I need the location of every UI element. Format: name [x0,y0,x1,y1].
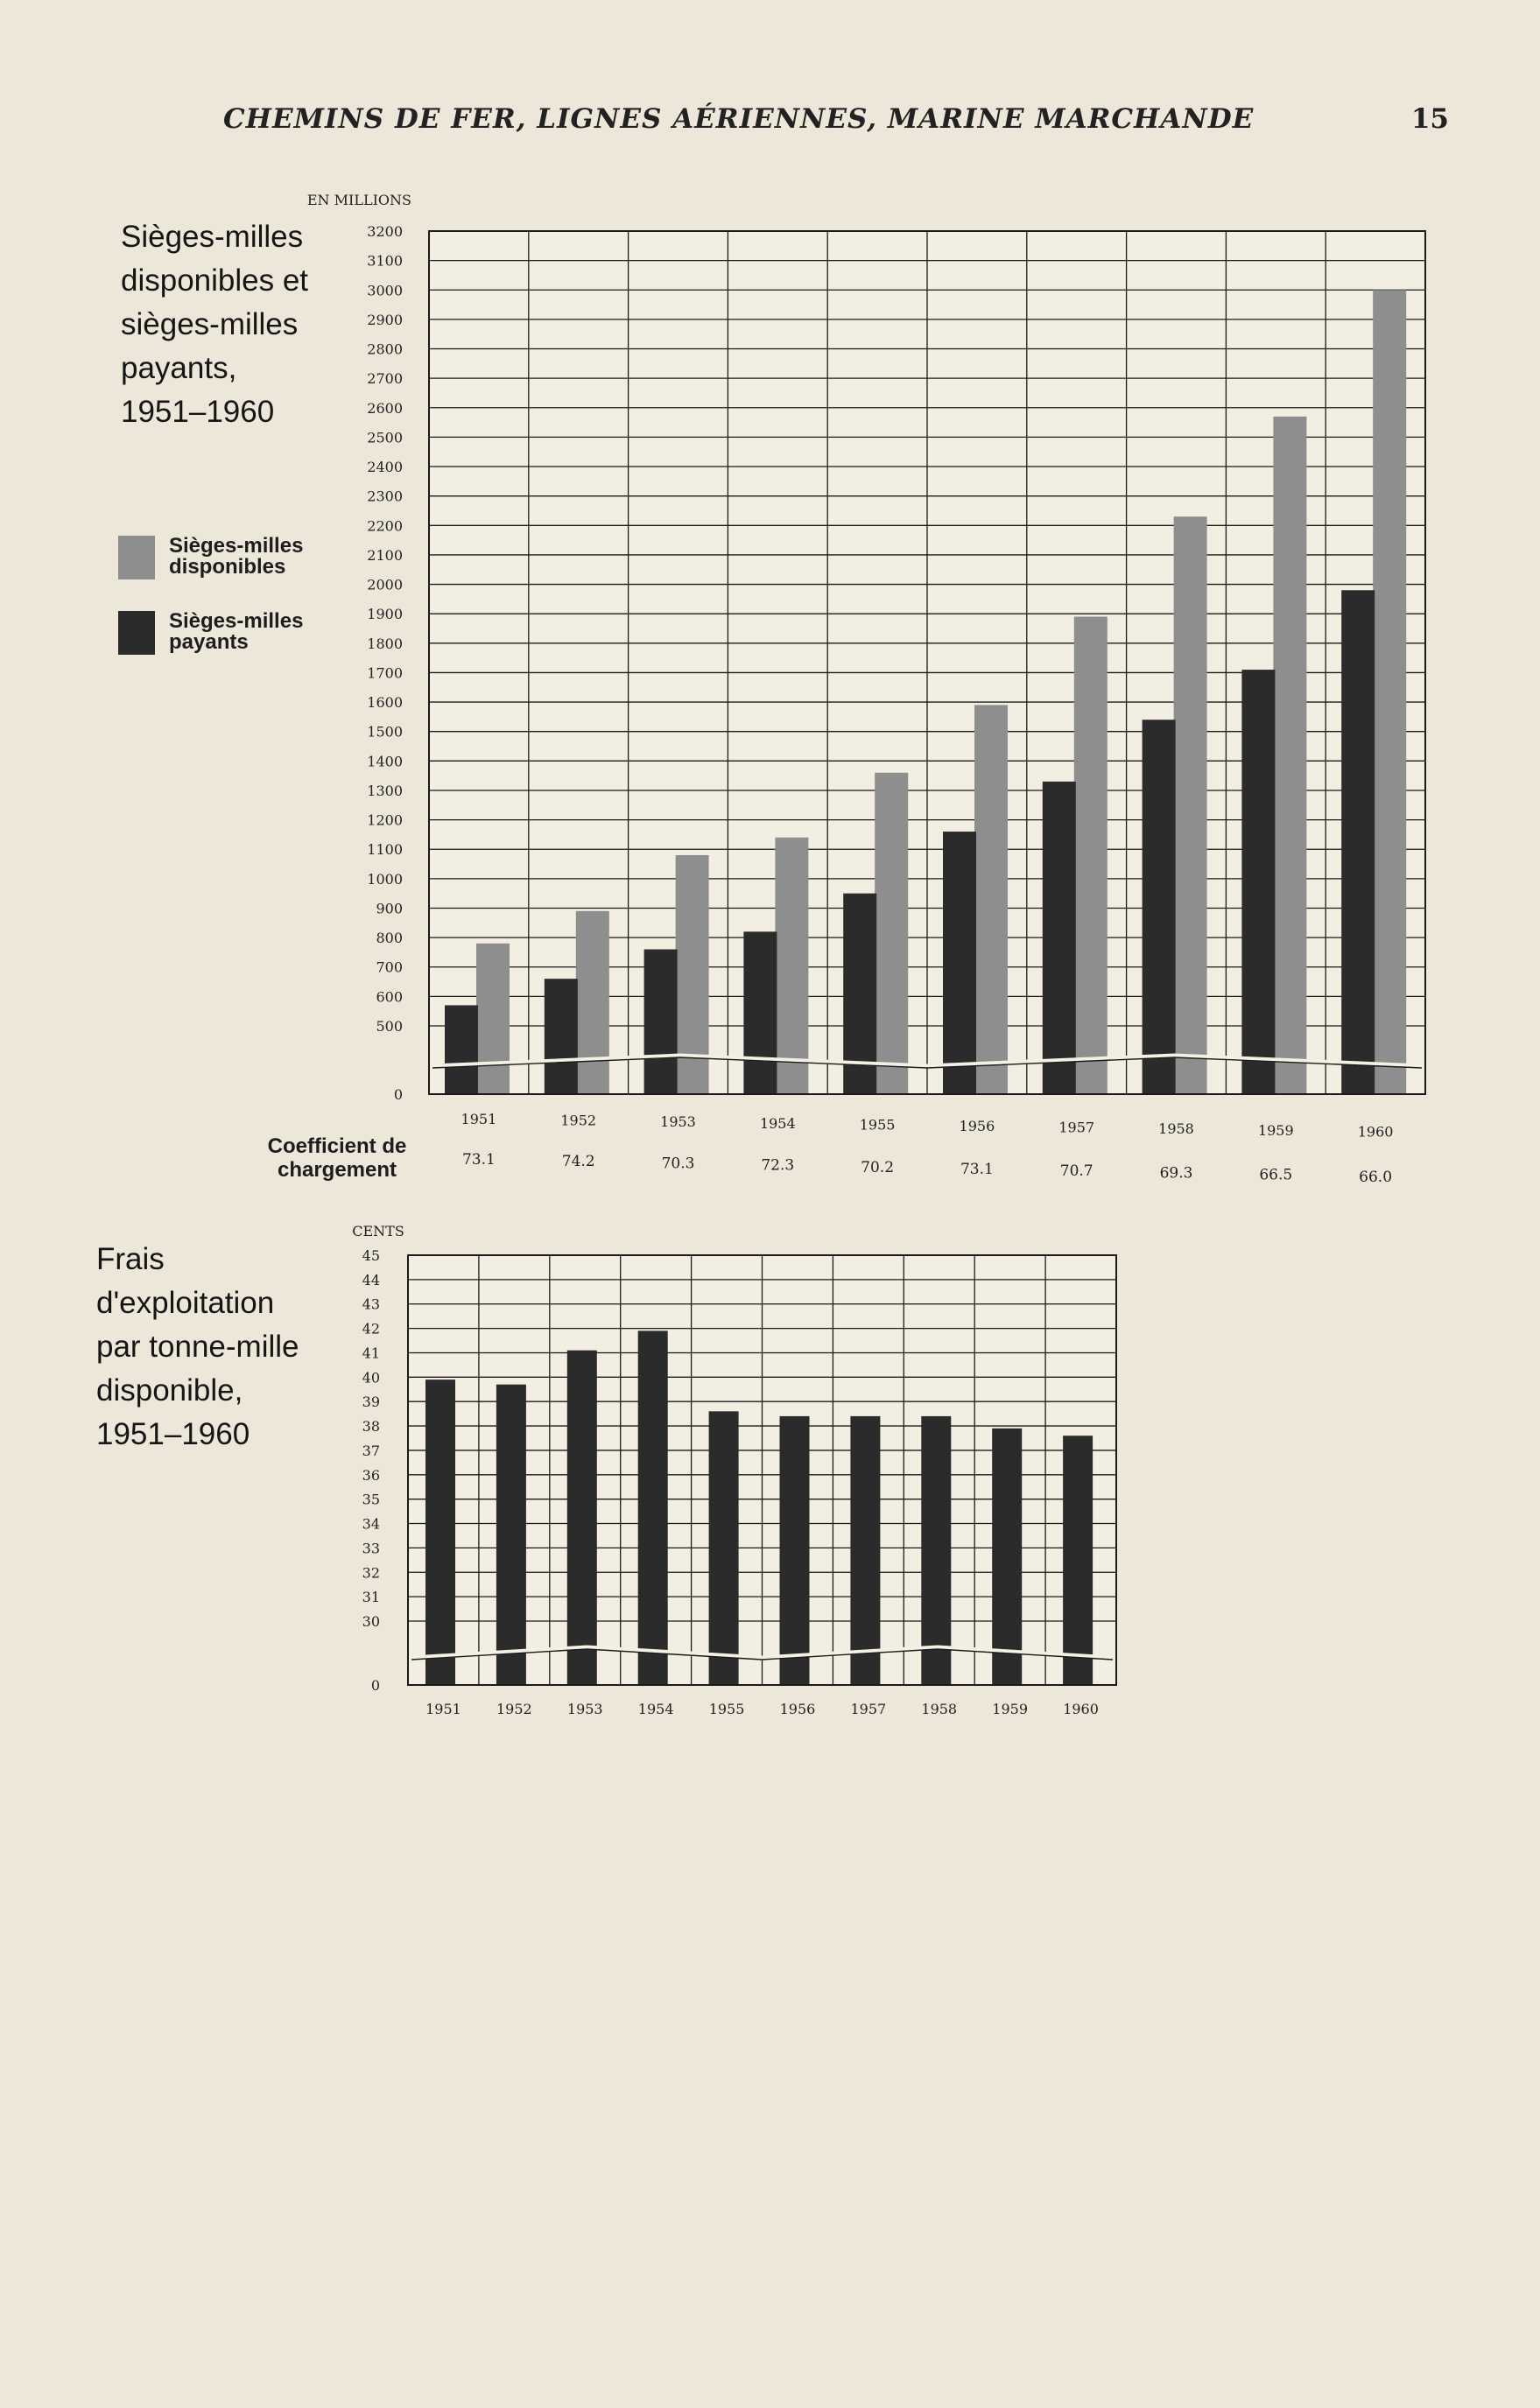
chart2-y-tick-label: 43 [362,1295,380,1313]
chart2-operating-cost [352,1223,1116,1717]
chart1-y-tick-label: 800 [376,930,403,947]
chart1-bar-paying [1341,590,1375,1094]
chart1-y-tick-label: 2600 [367,399,403,417]
chart1-title-line: disponibles et [121,263,309,298]
chart1-y-tick-label: 1000 [367,870,403,888]
chart2-y-tick-label: 33 [362,1540,380,1557]
chart1-y-tick-label: 1800 [367,635,403,652]
chart1-y-tick-label: 2100 [367,546,403,564]
chart1-bar-available [775,838,808,1094]
chart1-coefficient-value: 73.1 [960,1161,994,1178]
chart1-coefficient-value: 66.5 [1259,1166,1293,1184]
chart1-bar-paying [644,950,678,1094]
chart2-bar [567,1351,597,1685]
chart1-y-tick-label: 600 [376,988,403,1006]
chart2-x-tick-label: 1957 [850,1701,887,1717]
chart1-coefficient-value: 66.0 [1359,1168,1393,1186]
chart2-title-line: 1951–1960 [96,1417,250,1451]
chart1-x-tick-label: 1954 [759,1114,796,1132]
chart1-bar-available [1373,290,1406,1094]
chart1-coefficient-value: 69.3 [1159,1164,1193,1183]
chart2-x-tick-label: 1955 [708,1701,745,1717]
chart1-title-line: sièges-milles [121,307,299,341]
chart1-y-tick-label: 1500 [367,723,403,741]
chart1-bar-paying [1143,720,1176,1094]
chart1-y-tick-label: 0 [393,1086,403,1103]
chart1-y-tick-label: 2800 [367,340,403,358]
legend-label-available: Sièges-milles disponibles [169,534,304,579]
chart1-bar-paying [943,832,976,1094]
chart1-y-tick-label: 2200 [367,517,403,535]
chart2-y-tick-label: 32 [362,1564,380,1582]
chart2-y-tick-label: 0 [370,1677,380,1694]
chart1-coefficient-value: 72.3 [761,1156,795,1175]
chart1-bar-paying [445,1005,478,1094]
running-title: CHEMINS DE FER, LIGNES AÉRIENNES, MARINE MARCHANDE [223,103,1255,135]
chart2-bar [1063,1436,1093,1685]
chart1-x-tick-label: 1960 [1357,1123,1394,1141]
chart1-coefficient-value: 74.2 [561,1153,595,1171]
chart1-bar-available [974,705,1008,1094]
chart2-x-tick-label: 1956 [779,1701,816,1717]
chart2-bar [850,1416,880,1685]
chart1-y-tick-label: 2000 [367,576,403,593]
chart2-y-tick-label: 34 [362,1515,380,1533]
chart1-bar-paying [1241,670,1275,1094]
chart1-y-tick-label: 1300 [367,782,403,799]
chart1-y-tick-label: 1100 [367,841,403,859]
chart1-coefficient-value: 70.3 [661,1155,695,1173]
chart1-bar-available [576,911,609,1094]
chart2-bar [496,1385,526,1685]
chart2-title-line: Frais [96,1242,165,1276]
chart1-y-tick-label: 1400 [367,753,403,770]
chart1-title-line: Sièges-milles [121,220,304,254]
chart2-x-tick-label: 1960 [1063,1701,1099,1717]
chart2-x-tick-label: 1958 [921,1701,958,1717]
chart2-y-tick-label: 39 [362,1394,380,1411]
chart2-y-tick-label: 38 [362,1418,380,1436]
chart2-x-tick-label: 1953 [566,1701,603,1717]
chart1-y-tick-label: 3100 [367,252,403,270]
chart2-bar [921,1416,951,1685]
chart2-y-tick-label: 44 [362,1271,380,1288]
chart1-y-tick-label: 3000 [367,282,403,299]
chart2-bar [709,1411,739,1685]
chart1-coefficient-value: 73.1 [461,1151,496,1169]
page-number: 15 [1410,103,1449,135]
chart1-coefficient-value: 70.7 [1059,1162,1093,1181]
chart1-seat-miles [307,192,1425,1186]
chart1-x-tick-label: 1956 [959,1118,995,1134]
chart1-y-tick-label: 2900 [367,311,403,328]
chart2-x-tick-label: 1959 [992,1701,1029,1717]
chart2-title-line: par tonne-mille [96,1330,299,1364]
chart1-bar-paying [545,979,578,1094]
chart1-x-tick-label: 1959 [1257,1121,1294,1139]
chart1-y-tick-label: 1900 [367,606,403,623]
chart1-y-tick-label: 1700 [367,664,403,682]
chart1-y-tick-label: 900 [376,900,403,917]
chart2-y-tick-label: 30 [362,1613,380,1630]
chart1-title-line: 1951–1960 [121,395,275,429]
chart2-bar [638,1330,668,1685]
chart1-x-tick-label: 1958 [1158,1120,1194,1138]
chart1-y-tick-label: 1600 [367,694,403,712]
chart2-y-tick-label: 31 [362,1589,380,1606]
chart1-x-tick-label: 1952 [560,1112,597,1129]
chart2-bar [992,1429,1022,1685]
chart1-title-line: payants, [121,351,237,385]
chart1-x-tick-label: 1951 [461,1111,497,1127]
chart1-bar-available [875,773,908,1094]
coefficient-label: Coefficient de chargement [267,1134,407,1182]
chart1-y-tick-label: 2400 [367,459,403,476]
chart1-unit-label: EN MILLIONS [306,192,411,208]
chart2-y-tick-label: 40 [362,1369,380,1387]
chart1-y-tick-label: 700 [376,958,403,976]
chart1-x-tick-label: 1955 [859,1116,896,1134]
chart1-y-tick-label: 2300 [367,488,403,505]
chart2-unit-label: CENTS [352,1223,404,1239]
chart2-y-tick-label: 42 [362,1320,380,1337]
chart2-y-tick-label: 45 [362,1247,380,1264]
chart1-x-tick-label: 1953 [660,1113,696,1131]
chart1-bar-paying [1043,782,1076,1094]
chart1-bar-available [1074,617,1108,1094]
chart2-bar [780,1416,810,1685]
chart1-bar-available [476,944,510,1094]
chart1-bar-available [1273,417,1306,1094]
chart2-y-tick-label: 36 [362,1466,380,1484]
chart1-y-tick-label: 2500 [367,429,403,446]
chart2-y-tick-label: 37 [362,1442,380,1459]
chart2-y-tick-label: 35 [362,1491,380,1508]
chart1-y-tick-label: 1200 [367,811,403,829]
chart2-title-line: d'exploitation [96,1286,275,1320]
chart1-y-tick-label: 500 [376,1018,403,1035]
chart1-bar-available [1174,516,1207,1094]
chart2-x-tick-label: 1952 [496,1701,532,1717]
chart1-y-tick-label: 2700 [367,370,403,388]
chart2-x-tick-label: 1954 [637,1701,674,1717]
chart2-bar [425,1380,455,1685]
chart2-y-tick-label: 41 [362,1344,380,1362]
chart1-bar-paying [743,931,777,1094]
chart1-coefficient-value: 70.2 [861,1158,895,1176]
chart2-title-line: disponible, [96,1373,243,1408]
chart1-x-tick-label: 1957 [1058,1119,1095,1136]
chart1-y-tick-label: 3200 [367,223,403,240]
chart2-x-tick-label: 1951 [425,1701,461,1717]
legend-label-paying: Sièges-milles payants [169,609,304,654]
